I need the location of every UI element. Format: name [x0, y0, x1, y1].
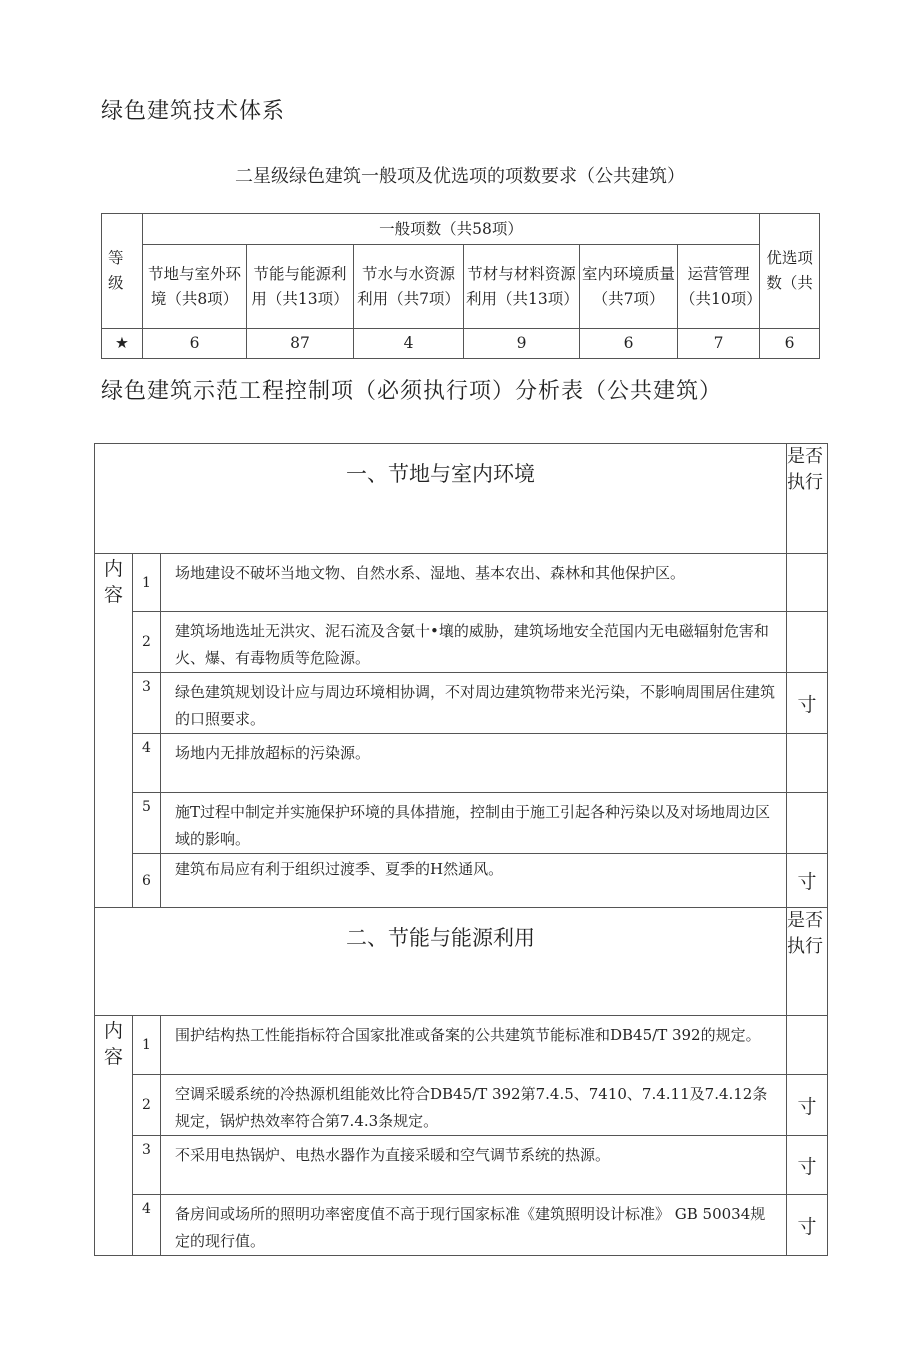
item-number: 3 [133, 673, 161, 734]
item-number: 6 [133, 854, 161, 908]
document-title: 绿色建筑技术体系 [101, 99, 286, 124]
section-title: 绿色建筑示范工程控制项（必须执行项）分析表（公共建筑） [101, 379, 723, 404]
value-energy: 87 [247, 329, 354, 359]
category-energy: 节能与能源利用（共13项） [247, 245, 354, 329]
grade-header: 等级 [102, 214, 143, 329]
value-water: 4 [354, 329, 464, 359]
item-number: 4 [133, 1195, 161, 1256]
category-indoor: 室内环境质量（共7项） [580, 245, 678, 329]
item-number: 1 [133, 554, 161, 612]
item-text: 施T过程中制定并实施保护环境的具体措施，控制由于施工引起各种污染以及对场地周边区域的影响。 [161, 793, 787, 854]
item-exec-mark [787, 554, 828, 612]
item-exec-mark [787, 1016, 828, 1075]
section-2-content-label: 内容 [95, 1016, 133, 1256]
item-number: 5 [133, 793, 161, 854]
section-1-exec-header: 是否执行 [787, 444, 828, 554]
item-text: 不采用电热锅炉、电热水器作为直接采暖和空气调节系统的热源。 [161, 1136, 787, 1195]
section-2-title: 二、节能与能源利用 [95, 908, 787, 1016]
item-text: 绿色建筑规划设计应与周边环境相协调，不对周边建筑物带来光污染，不影响周围居住建筑的口照要求。 [161, 673, 787, 734]
item-text: 围护结构热工性能指标符合国家批准或备案的公共建筑节能标准和DB45/T 392的规定。 [161, 1016, 787, 1075]
category-water: 节水与水资源利用（共7项） [354, 245, 464, 329]
item-text: 场地内无排放超标的污染源。 [161, 734, 787, 793]
value-indoor: 6 [580, 329, 678, 359]
item-text: 建筑场地选址无洪灾、泥石流及含氨十•壤的威胁，建筑场地安全范国内无电磁辐射危害和火、爆、有毒物质等危险源。 [161, 612, 787, 673]
item-text: 建筑布局应有利于组织过渡季、夏季的H然通风。 [161, 854, 787, 908]
item-exec-mark [787, 734, 828, 793]
item-number: 2 [133, 1075, 161, 1136]
value-operation: 7 [678, 329, 760, 359]
category-material: 节材与材料资源利用（共13项） [464, 245, 580, 329]
section-1-title: 一、节地与室内环境 [95, 444, 787, 554]
item-exec-mark: 寸 [787, 673, 828, 734]
value-site: 6 [143, 329, 247, 359]
item-number: 2 [133, 612, 161, 673]
requirements-table [101, 213, 820, 359]
item-text: 场地建设不破坏当地文物、自然水系、湿地、基本农出、森林和其他保护区。 [161, 554, 787, 612]
value-material: 9 [464, 329, 580, 359]
section-1-content-label: 内容 [95, 554, 133, 908]
item-exec-mark: 寸 [787, 1136, 828, 1195]
item-exec-mark: 寸 [787, 1195, 828, 1256]
category-site: 节地与室外环境（共8项） [143, 245, 247, 329]
item-text: 空调采暖系统的冷热源机组能效比符合DB45/T 392第7.4.5、7410、7.4.11及7.4.12条规定，锅炉热效率符合第7.4.3条规定。 [161, 1075, 787, 1136]
section-2-exec-header: 是否执行 [787, 908, 828, 1016]
item-exec-mark [787, 793, 828, 854]
value-optional: 6 [760, 329, 820, 359]
item-exec-mark: 寸 [787, 1075, 828, 1136]
general-items-header: 一般项数（共58项） [143, 214, 760, 245]
item-number: 3 [133, 1136, 161, 1195]
item-exec-mark: 寸 [787, 854, 828, 908]
item-number: 4 [133, 734, 161, 793]
table1-caption: 二星级绿色建筑一般项及优选项的项数要求（公共建筑） [235, 166, 685, 187]
category-operation: 运营管理（共10项） [678, 245, 760, 329]
grade-star: ★ [102, 329, 143, 359]
control-items-table [94, 443, 828, 1256]
item-exec-mark [787, 612, 828, 673]
optional-items-header: 优选项数（共 [760, 214, 820, 329]
item-text: 备房间或场所的照明功率密度值不高于现行国家标准《建筑照明设计标准》 GB 50034规定的现行值。 [161, 1195, 787, 1256]
item-number: 1 [133, 1016, 161, 1075]
